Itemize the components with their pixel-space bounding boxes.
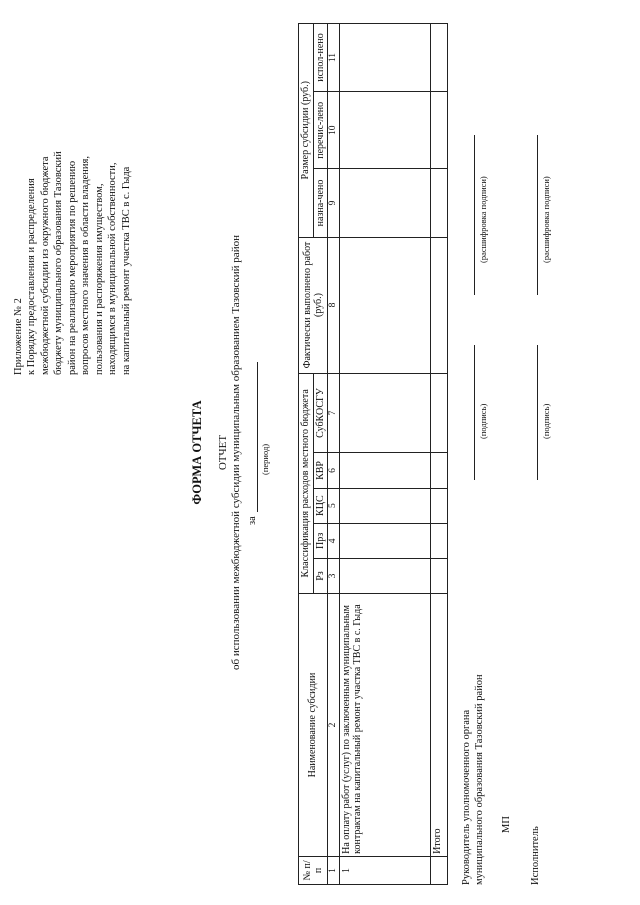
- appendix-line: на капитальный ремонт участка ТВС в с. Гыда: [120, 166, 132, 375]
- appendix-line: межбюджетной субсидии из окружного бюджета: [39, 156, 51, 375]
- executor-signature-caption: (подпись): [541, 403, 551, 439]
- cell-actual: [339, 237, 430, 373]
- appendix-line: вопросов местного значения в области владения,: [80, 156, 92, 375]
- row-subsidy-name: На оплату работ (услуг) по заключенным муниципальным контрактам на капитальный ремонт участка ТВС в с. Гыда: [339, 594, 430, 857]
- column-number: 9: [328, 169, 340, 237]
- total-cell: [430, 92, 447, 169]
- report-table: [298, 23, 448, 885]
- cell-prz: [339, 523, 430, 558]
- total-label: Итого: [430, 594, 447, 857]
- column-number: 10: [328, 92, 340, 169]
- header-name: Наименование субсидии: [299, 594, 328, 857]
- appendix-block: [12, 85, 133, 375]
- total-cell: [430, 373, 447, 453]
- head-decode-caption: (расшифровка подписи): [478, 176, 488, 263]
- header-assigned: назна-чено: [313, 169, 328, 237]
- header-subsidy: Размер субсидии (руб.): [299, 24, 314, 238]
- executor-label: Исполнитель: [530, 826, 541, 885]
- header-prz: Прз: [313, 523, 328, 558]
- head-title-line1: Руководитель уполномоченного органа: [461, 709, 472, 885]
- cell-kcs: [339, 488, 430, 523]
- head-signature-caption: (подпись): [478, 403, 488, 439]
- period-caption: (период): [260, 443, 270, 475]
- executor-signature-line: [537, 345, 538, 480]
- appendix-line: бюджету муниципального образования Тазовский: [53, 151, 65, 375]
- table-row: [339, 24, 430, 885]
- total-cell: [430, 24, 447, 92]
- cell-assigned: [339, 169, 430, 237]
- appendix-line: пользования и распоряжения имуществом,: [93, 183, 105, 375]
- header-actual: Фактически выполнено работ (руб.): [299, 237, 328, 373]
- cell-subkosgu: [339, 373, 430, 453]
- executor-decode-line: [537, 135, 538, 295]
- form-title: ФОРМА ОТЧЕТА: [190, 400, 204, 505]
- header-kcs: КЦС: [313, 488, 328, 523]
- header-transferred: перечис-лено: [313, 92, 328, 169]
- column-number: 5: [328, 488, 340, 523]
- column-number: 6: [328, 453, 340, 488]
- head-signature-line: [474, 345, 475, 480]
- cell-rz: [339, 558, 430, 593]
- total-cell: [430, 558, 447, 593]
- column-number: 11: [328, 24, 340, 92]
- column-number: 4: [328, 523, 340, 558]
- column-number: 8: [328, 237, 340, 373]
- header-executed: испол-нено: [313, 24, 328, 92]
- column-number: 7: [328, 373, 340, 453]
- column-number: 2: [328, 594, 340, 857]
- appendix-line: находящимся в муниципальной собственности,: [107, 162, 119, 375]
- column-number: 1: [328, 856, 340, 884]
- cell-kvr: [339, 453, 430, 488]
- head-decode-line: [474, 135, 475, 295]
- cell-executed: [339, 24, 430, 92]
- total-num: [430, 856, 447, 884]
- appendix-line: к Порядку предоставления и распределения: [26, 178, 38, 375]
- total-cell: [430, 523, 447, 558]
- report-subtitle: об использовании межбюджетной субсидии муниципальным образованием Тазовский район: [230, 235, 242, 670]
- header-rz: Рз: [313, 558, 328, 593]
- header-kvr: КВР: [313, 453, 328, 488]
- total-cell: [430, 237, 447, 373]
- total-cell: [430, 488, 447, 523]
- header-classification: Классификация расходов местного бюджета: [299, 373, 314, 594]
- period-field: [247, 362, 258, 525]
- appendix-line: район на реализацию мероприятия по решению: [66, 160, 78, 375]
- report-title: ОТЧЕТ: [217, 434, 229, 471]
- stamp-place-label: МП: [501, 816, 512, 833]
- total-row: [430, 24, 447, 885]
- period-prefix: за: [247, 516, 258, 525]
- header-subkosgu: СубКОСГУ: [313, 373, 328, 453]
- appendix-line: Приложение № 2: [13, 298, 24, 375]
- total-cell: [430, 453, 447, 488]
- header-num: № п/п: [299, 856, 328, 884]
- cell-transferred: [339, 92, 430, 169]
- period-blank: [247, 362, 258, 512]
- row-num: 1: [339, 856, 430, 884]
- executor-decode-caption: (расшифровка подписи): [541, 176, 551, 263]
- head-title-line2: муниципального образования Тазовский район: [474, 674, 485, 885]
- column-number: 3: [328, 558, 340, 593]
- total-cell: [430, 169, 447, 237]
